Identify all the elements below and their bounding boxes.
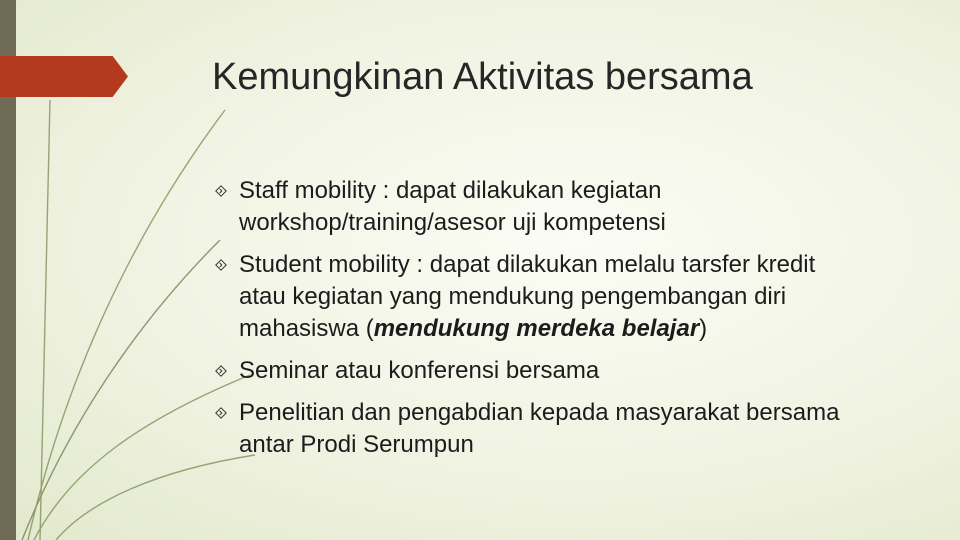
- diamond-arrow-icon: [215, 259, 227, 271]
- bullet-text: Staff mobility : dapat dilakukan kegiatan workshop/training/asesor uji kompetensi: [239, 177, 666, 236]
- bullet-text: Seminar atau konferensi bersama: [239, 357, 600, 384]
- bullet-emphasis: mendukung merdeka belajar: [373, 315, 700, 342]
- diamond-arrow-icon: [215, 365, 227, 377]
- bullet-list: [212, 175, 852, 471]
- bullet-text: Student mobility : dapat dilakukan melalu tarsfer kredit atau kegiatan yang mendukung pengembangan diri mahasiswa (: [239, 251, 816, 342]
- slide-title: Kemungkinan Aktivitas bersama: [212, 56, 753, 98]
- diamond-arrow-icon: [215, 407, 227, 419]
- diamond-arrow-icon: [215, 185, 227, 197]
- bullet-item-seminar: [212, 355, 852, 387]
- bullet-text: Penelitian dan pengabdian kepada masyarakat bersama antar Prodi Serumpun: [239, 399, 840, 458]
- bullet-text-end: ): [699, 315, 708, 342]
- bullet-item-penelitian: [212, 397, 852, 461]
- bullet-item-staff-mobility: [212, 175, 852, 239]
- bullet-item-student-mobility: [212, 249, 852, 345]
